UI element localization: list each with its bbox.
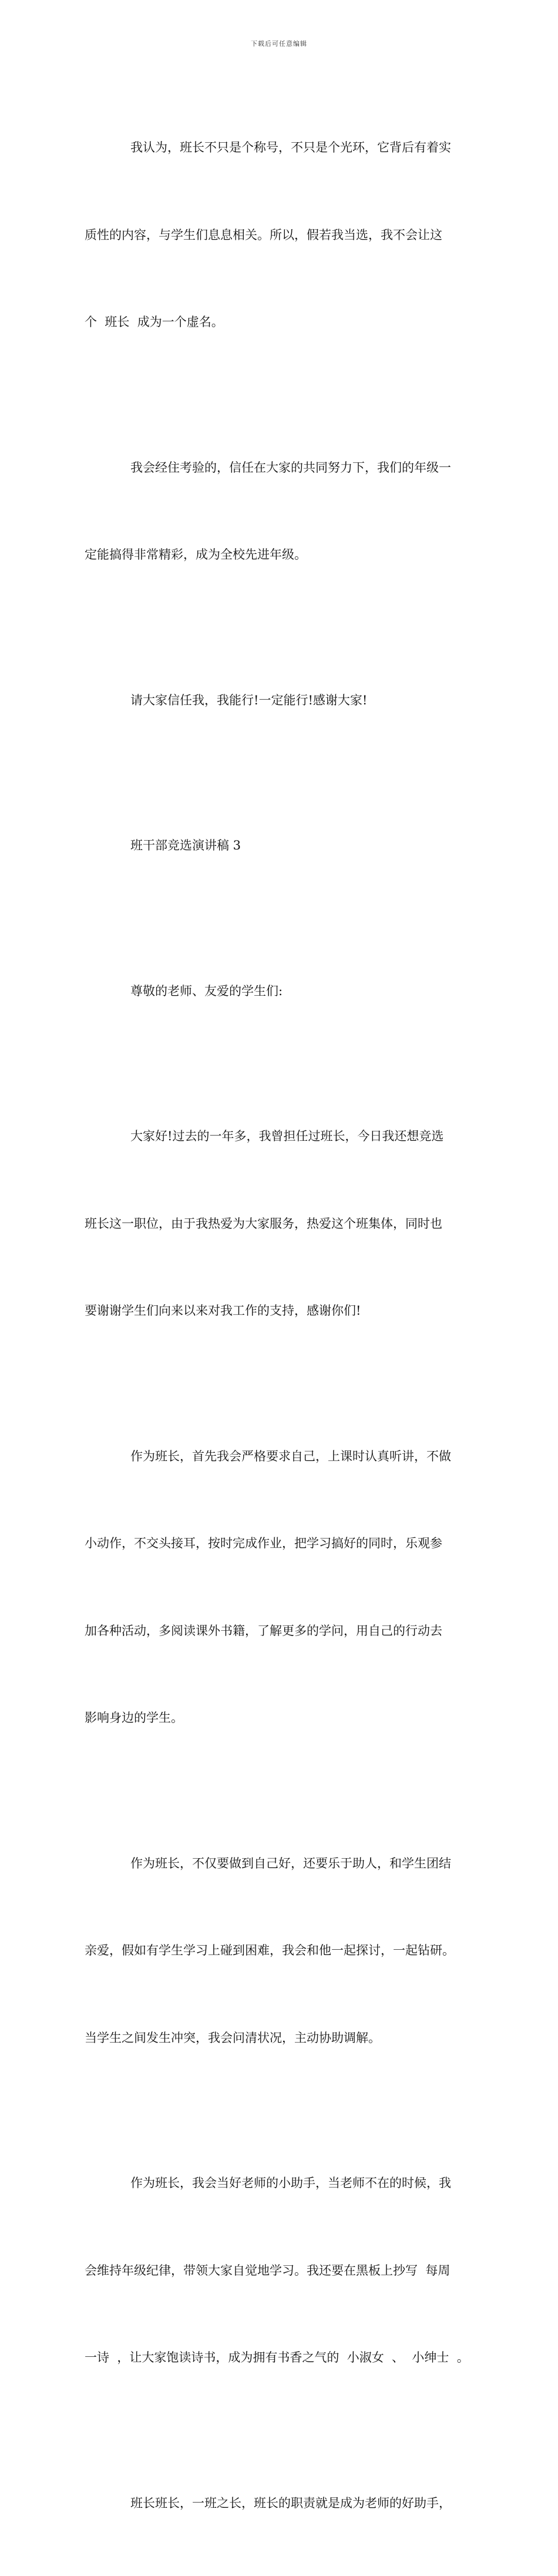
text-line: 班长这一职位，由于我热爱为大家服务，热爱这个班集体，同时也 [85,1210,478,1239]
text-line: 我会经住考验的，信任在大家的共同努力下，我们的年级一 [85,454,478,483]
text-line: 影响身边的学生。 [85,1704,478,1733]
text-line: 尊敬的老师、友爱的学生们: [85,977,478,1006]
text-line: 个 班长 成为一个虚名。 [85,308,478,337]
paragraph [85,2431,478,2576]
text-line: 作为班长，不仅要做到自己好，还要乐于助人，和学生团结 [85,1849,478,1879]
text-line: 当学生之间发生冲突，我会问清状况，主动协助调解。 [85,2024,478,2053]
paragraph [85,1791,478,2111]
text-line: 作为班长，首先我会严格要求自己，上课时认真听讲，不做 [85,1442,478,1472]
text-line: 一诗 ，让大家饱读诗书，成为拥有书香之气的 小淑女 、 小绅士 。 [85,2343,478,2373]
paragraph [85,1384,478,1791]
text-line: 亲爱，假如有学生学习上碰到困难，我会和他一起探讨，一起钻研。 [85,1936,478,1966]
text-line: 我认为，班长不只是个称号，不只是个光环，它背后有着实 [85,133,478,163]
document-page [0,0,558,790]
paragraph [85,75,478,395]
text-line: 会维持年级纪律，带领大家自觉地学习。我还要在黑板上抄写 每周 [85,2256,478,2286]
paragraph [85,1064,478,1384]
text-line: 质性的内容，与学生们息息相关。所以，假若我当选，我不会让这 [85,221,478,250]
text-line: 班干部竞选演讲稿 3 [85,831,478,861]
salutation [85,919,478,1064]
text-line: 请大家信任我，我能行!一定能行!感谢大家! [85,686,478,716]
text-line: 大家好!过去的一年多，我曾担任过班长，今日我还想竞选 [85,1122,478,1151]
paragraph [85,2111,478,2431]
paragraph [85,395,478,628]
text-line: 班长班长，一班之长，班长的职责就是成为老师的好助手， [85,2489,478,2518]
text-line: 加各种活动，多阅读课外书籍，了解更多的学问，用自己的行动去 [85,1617,478,1646]
document-body [85,75,478,2576]
header-note: 下载后可任意编辑 [0,39,558,48]
section-title [85,773,478,919]
text-line: 小动作，不交头接耳，按时完成作业，把学习搞好的同时，乐观参 [85,1529,478,1559]
text-line: 要谢谢学生们向来以来对我工作的支持，感谢你们! [85,1297,478,1326]
paragraph [85,628,478,774]
text-line: 作为班长，我会当好老师的小助手，当老师不在的时候，我 [85,2169,478,2198]
text-line: 定能搞得非常精彩，成为全校先进年级。 [85,540,478,570]
